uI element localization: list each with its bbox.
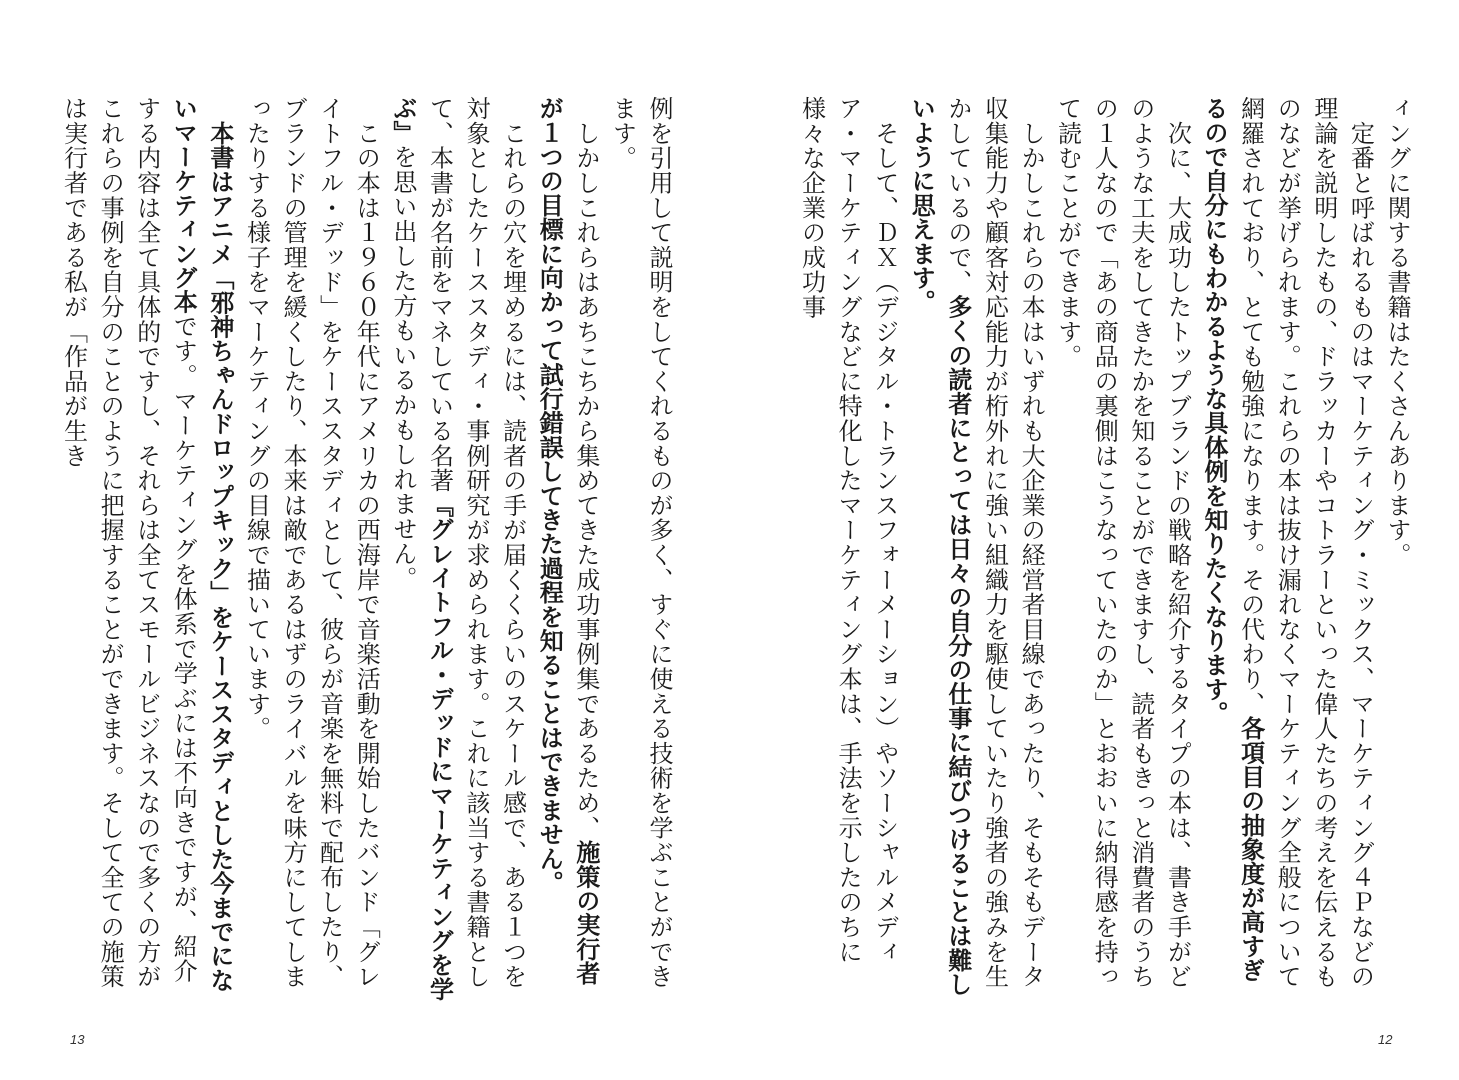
text-run: しかしこれらの本はいずれも大企業の経営者目線であったり、そもそもデータ収集能力や顧客対応能力が桁外れに強い組織力を駆使していたり強者の強みを生かしているので、 xyxy=(943,96,1046,989)
emphasis-run: 施策の実行者が１つの目標に向かって試行錯誤してきた過程を知ることはできません。 xyxy=(535,96,600,986)
left-paragraph-1 xyxy=(604,96,677,1001)
text-run: を思い出した方もいるかもしれません。 xyxy=(388,144,417,591)
left-paragraph-3 xyxy=(384,96,530,1001)
right-paragraph-1 xyxy=(1378,96,1415,1001)
right-page xyxy=(730,0,1459,1080)
text-run: です。マーケティングを体系で学ぶには不向きですが、紹介する内容は全て具体的ですし、それらは全てスモールビジネスなので多くの方がこれらの事例を自分のことのように把握することができます。そして全ての施策は実行者である私が「作品が生き xyxy=(59,96,198,989)
page-number-right: 12 xyxy=(1378,1032,1393,1047)
text-run: 次に、大成功したトップブランドの戦略を紹介するタイプの本は、書き手がどのような工夫をしてきたかを知ることができますし、読者もきっと消費者のうちの１人なので「あの商品の裏側はこうなっていたのか」とおおいに納得感を持って読むことができます。 xyxy=(1053,96,1192,989)
text-run: この本は１９６０年代にアメリカの西海岸で音楽活動を開始したバンド「グレイトフル・デッド」をケーススタディとして、彼らが音楽を無料で配布したり、ブランドの管理を緩くしたり、本来は敵であるはずのライバルを味方にしてしまったりする様子をマーケティングの目線で描いています。 xyxy=(242,96,381,989)
emphasis-run: 『グレイトフル・デッドにマーケティングを学ぶ』 xyxy=(388,96,454,1001)
left-paragraph-4 xyxy=(238,96,384,1001)
text-run: ィングに関する書籍はたくさんあります。 xyxy=(1383,96,1411,568)
emphasis-run: 多くの読者にとっては日々の自分の仕事に結びつけることは難しいように思えます。 xyxy=(907,96,972,997)
text-run: これらの穴を埋めるには、読者の手が届くくらいのスケール感で、ある１つを対象としたケーススタディ・事例研究が求められます。これに該当する書籍として、本書が名前をマネしている名著 xyxy=(425,96,527,989)
left-paragraph-5 xyxy=(55,96,238,1001)
emphasis-run: 本書はアニメ「邪神ちゃんドロップキック」をケーススタディとした今までにないマーケティング本 xyxy=(169,96,234,993)
right-paragraph-2 xyxy=(1195,96,1378,1001)
right-page-body-text xyxy=(775,96,1415,1001)
right-paragraph-5 xyxy=(793,96,903,1001)
text-run: しかしこれらはあちこちから集めてきた成功事例集であるため、 xyxy=(571,96,600,840)
right-paragraph-3 xyxy=(1049,96,1195,1001)
text-run xyxy=(206,96,234,121)
text-run: 例を引用して説明をしてくれるものが多く、すぐに使える技術を学ぶことができます。 xyxy=(608,96,673,989)
text-run: 定番と呼ばれるものはマーケティング・ミックス、マーケティング４Ｐなどの理論を説明したもの、ドラッカーやコトラーといった偉人たちの考えを伝えるものなどが挙げられます。これらの本は抜け漏れなくマーケティング全般について網羅されており、とても勉強になります。その代わり、 xyxy=(1236,96,1375,989)
text-run: そして、ＤＸ（デジタル・トランスフォーメーション）やソーシャルメディア・マーケティングなどに特化したマーケティング本は、手法を示したのちに様々な企業の成功事 xyxy=(797,96,899,964)
left-paragraph-2 xyxy=(531,96,604,1001)
left-page xyxy=(0,0,729,1080)
page-number-left: 13 xyxy=(70,1032,85,1047)
left-page-body-text xyxy=(37,96,677,1001)
emphasis-run: 各項目の抽象度が高すぎるので自分にもわかるような具体例を知りたくなります。 xyxy=(1200,96,1265,983)
right-paragraph-4 xyxy=(903,96,1049,1001)
